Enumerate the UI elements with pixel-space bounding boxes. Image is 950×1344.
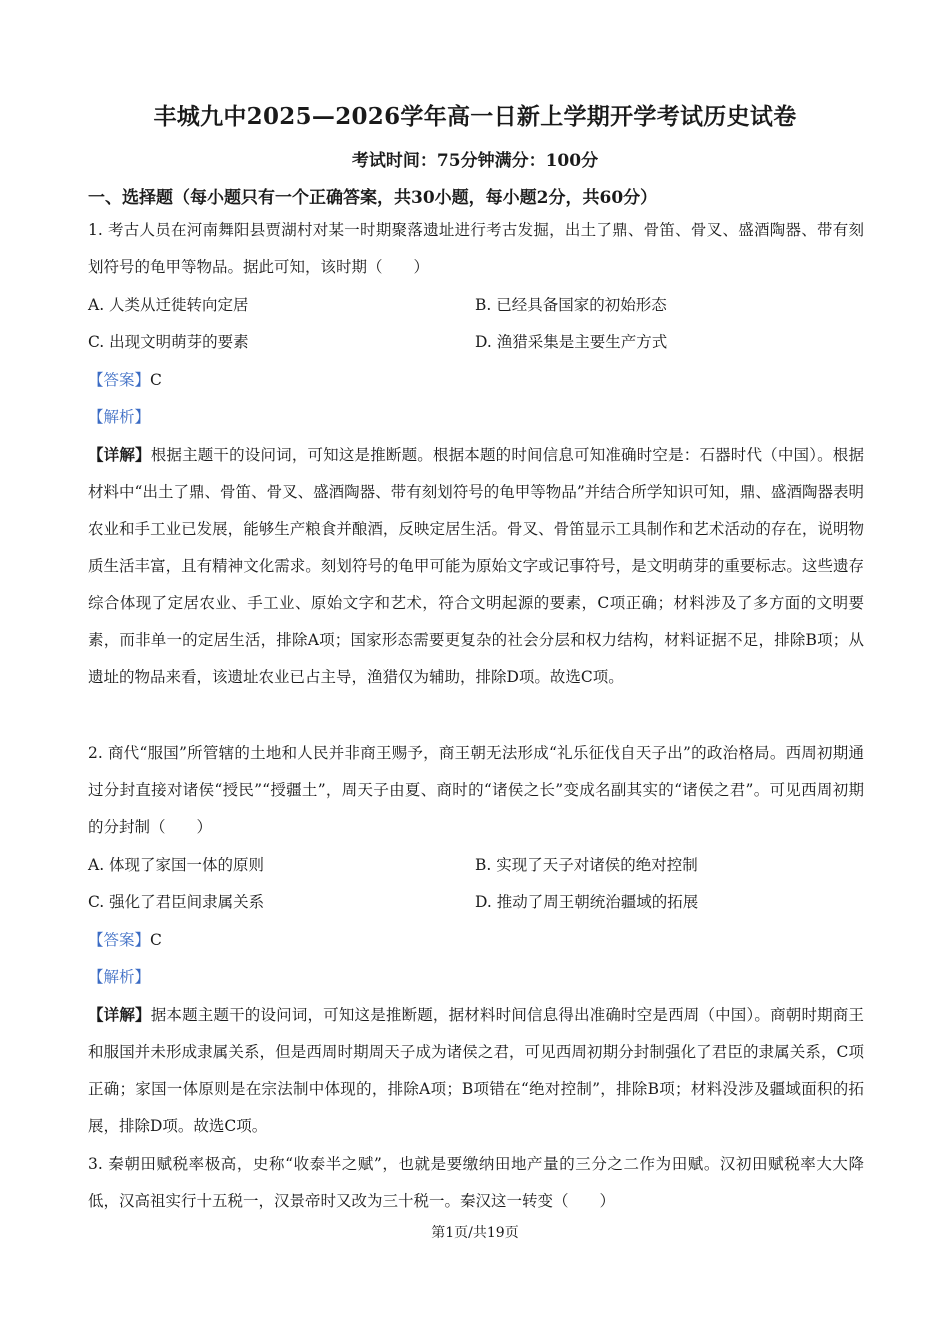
explain-tag: 【解析】 [88,968,151,986]
question-1-detail [88,436,864,696]
question-2-answer [88,922,162,959]
question-2-option-a: A. 体现了家国一体的原则 [88,856,265,874]
question-3-stem: 3. 秦朝田赋税率极高，史称“收泰半之赋”，也就是要缴纳田地产量的三分之二作为田赋。汉初田赋税率大大降低，汉高祖实行十五税一，汉景帝时又改为三十税一。秦汉这一转变（ ） [88,1155,864,1210]
detail-text: 据本题主题干的设问词，可知这是推断题，据材料时间信息得出准确时空是西周（中国）。商朝时期商王和服国并未形成隶属关系，但是西周时期周天子成为诸侯之君，可见西周初期分封制强化了君臣的隶属关系，C项正确；家国一体原则是在宗法制中体现的，排除A项；B项错在“绝对控制”，排除B项；材料没涉及疆域面积的拓展，排除D项。故选C项。 [88,1006,864,1135]
question-2-option-b: B. 实现了天子对诸侯的绝对控制 [475,856,698,874]
question-2-option-d: D. 推动了周王朝统治疆域的拓展 [475,893,699,911]
detail-tag: 【详解】 [88,445,151,464]
question-1-option-d: D. 渔猎采集是主要生产方式 [475,333,668,351]
detail-text: 根据主题干的设问词，可知这是推断题。根据本题的时间信息可知准确时空是：石器时代（中国）。根据材料中“出土了鼎、骨笛、骨叉、盛酒陶器、带有刻划符号的龟甲等物品”并结合所学知识可知，鼎、盛酒陶器表明农业和手工业已发展，能够生产粮食并酿酒，反映定居生活。骨叉、骨笛显示工具制作和艺术活动的存在，说明物质生活丰富，且有精神文化需求。刻划符号的龟甲可能为原始文字或记事符号，是文明萌芽的重要标志。这些遗存综合体现了定居农业、手工业、原始文字和艺术，符合文明起源的要素，C项正确；材料涉及了多方面的文明要素，而非单一的定居生活，排除A项；国家形态需要更复杂的社会分层和权力结构，材料证据不足，排除B项；从遗址的物品来看，该遗址农业已占主导，渔猎仅为辅助，排除D项。故选C项。 [88,446,864,686]
question-1-explain-heading [88,399,150,436]
page-footer: 第1页/共19页 [431,1225,519,1241]
page-title: 丰城九中2025—2026学年高一日新上学期开学考试历史试卷 [153,103,797,130]
detail-tag: 【详解】 [88,1005,151,1024]
question-1-option-a: A. 人类从迁徙转向定居 [88,296,249,314]
question-2-explain-heading [88,959,150,996]
question-2-detail [88,996,864,1145]
section-heading: 一、选择题（每小题只有一个正确答案，共30小题，每小题2分，共60分） [88,188,658,208]
question-1-option-b: B. 已经具备国家的初始形态 [475,296,667,314]
question-1-option-c: C. 出现文明萌芽的要素 [88,333,249,351]
answer-value: C [150,931,162,949]
exam-duration-score: 考试时间：75分钟满分：100分 [351,151,599,171]
answer-tag: 【答案】 [88,371,151,389]
answer-value: C [150,371,162,389]
explain-tag: 【解析】 [88,408,151,426]
question-2-stem: 2. 商代“服国”所管辖的土地和人民并非商王赐予，商王朝无法形成“礼乐征伐自天子出”的政治格局。西周初期通过分封直接对诸侯“授民”“授疆土”，周天子由夏、商时的“诸侯之长”变成名副其实的“诸侯之君”。可见西周初期的分封制（ ） [88,744,864,836]
answer-tag: 【答案】 [88,931,151,949]
question-2-option-c: C. 强化了君臣间隶属关系 [88,893,265,911]
question-1-stem: 1. 考古人员在河南舞阳县贾湖村对某一时期聚落遗址进行考古发掘，出土了鼎、骨笛、骨叉、盛酒陶器、带有刻划符号的龟甲等物品。据此可知，该时期（ ） [88,221,864,276]
question-1-answer [88,362,162,399]
